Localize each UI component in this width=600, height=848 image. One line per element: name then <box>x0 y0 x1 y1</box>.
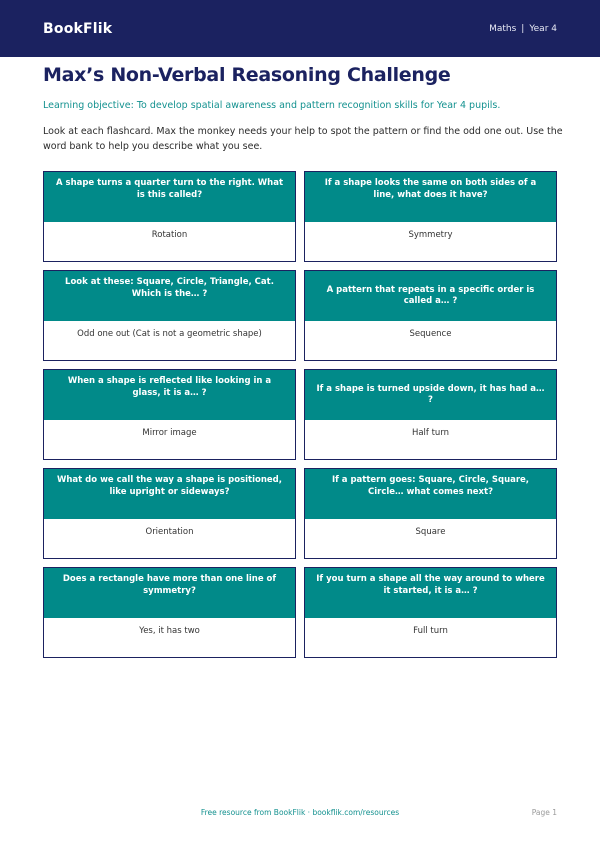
header-meta <box>489 24 557 34</box>
flashcard <box>304 270 557 361</box>
flashcard <box>43 270 296 361</box>
flashcard-question: A shape turns a quarter turn to the right. What is this called? <box>44 172 295 222</box>
flashcard-answer: Half turn <box>305 420 556 459</box>
flashcard <box>304 369 557 460</box>
flashcard <box>304 171 557 262</box>
flashcard-question: Look at these: Square, Circle, Triangle, Cat. Which is the… ? <box>44 271 295 321</box>
flashcard <box>304 567 557 658</box>
page-title: Max’s Non-Verbal Reasoning Challenge <box>43 64 451 86</box>
flashcard-answer: Rotation <box>44 222 295 261</box>
flashcard <box>43 171 296 262</box>
flashcard <box>43 468 296 559</box>
year-label: Year 4 <box>529 23 557 34</box>
flashcard-question: If a shape looks the same on both sides of a line, what does it have? <box>305 172 556 222</box>
flashcard <box>43 567 296 658</box>
learning-objective: Learning objective: To develop spatial awareness and pattern recognition skills for Year 4 pupils. <box>43 100 501 111</box>
flashcard-answer: Mirror image <box>44 420 295 459</box>
subject-label: Maths <box>489 23 517 34</box>
flashcard-answer: Square <box>305 519 556 558</box>
flashcard <box>304 468 557 559</box>
flashcard-question: If a pattern goes: Square, Circle, Square, Circle… what comes next? <box>305 469 556 519</box>
intro-text: Look at each flashcard. Max the monkey needs your help to spot the pattern or find the odd one out. Use the word bank to help you describe what you see. <box>43 126 563 152</box>
flashcard-question: When a shape is reflected like looking in a glass, it is a… ? <box>44 370 295 420</box>
flashcard-answer: Orientation <box>44 519 295 558</box>
flashcard <box>43 369 296 460</box>
page-number: Page 1 <box>531 808 557 817</box>
flashcard-question: Does a rectangle have more than one line of symmetry? <box>44 568 295 618</box>
flashcard-grid <box>43 171 557 658</box>
brand-logo[interactable]: BookFlik <box>43 20 113 37</box>
flashcard-answer: Yes, it has two <box>44 618 295 657</box>
flashcard-question: If a shape is turned upside down, it has had a… ? <box>305 370 556 420</box>
footer-credit[interactable]: Free resource from BookFlik · bookflik.com/resources <box>200 808 400 817</box>
flashcard-answer: Symmetry <box>305 222 556 261</box>
meta-separator: | <box>521 23 525 34</box>
top-bar <box>0 0 600 57</box>
flashcard-answer: Full turn <box>305 618 556 657</box>
flashcard-question: What do we call the way a shape is positioned, like upright or sideways? <box>44 469 295 519</box>
flashcard-answer: Sequence <box>305 321 556 360</box>
flashcard-question: If you turn a shape all the way around to where it started, it is a… ? <box>305 568 556 618</box>
flashcard-question: A pattern that repeats in a specific order is called a… ? <box>305 271 556 321</box>
flashcard-answer: Odd one out (Cat is not a geometric shape) <box>44 321 295 360</box>
